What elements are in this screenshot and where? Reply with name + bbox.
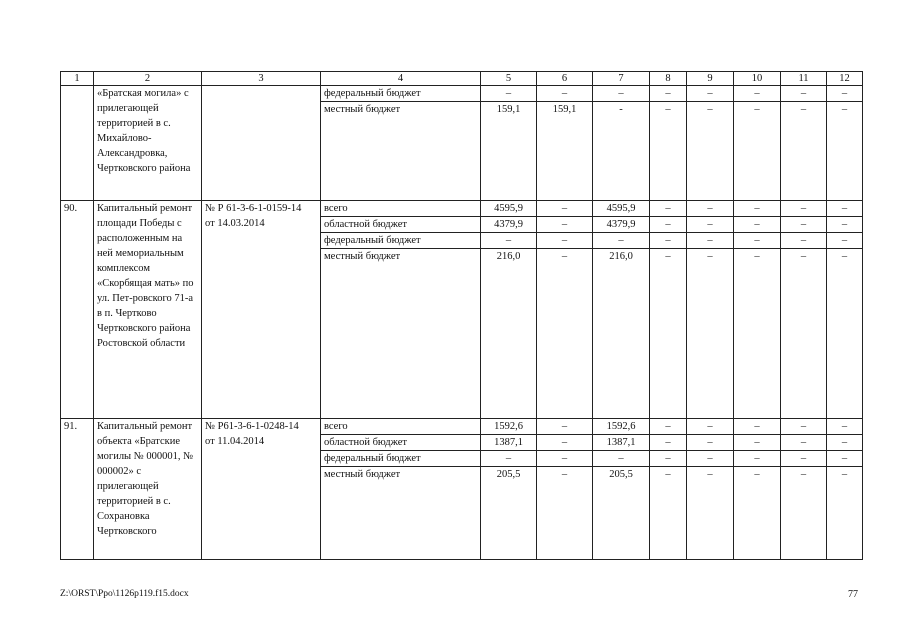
value-cell: – xyxy=(781,217,827,233)
value-cell: 216,0 xyxy=(481,249,537,419)
value-cell: 216,0 xyxy=(593,249,650,419)
value-cell: – xyxy=(481,233,537,249)
value-cell: – xyxy=(650,233,687,249)
value-cell: – xyxy=(481,451,537,467)
cont-object-name: «Братская могила» с прилегающей территорией в с. Михайлово-Александровка, Чертковского района xyxy=(94,86,202,201)
value-cell: 205,5 xyxy=(593,467,650,560)
value-cell: – xyxy=(734,249,781,419)
value-cell: – xyxy=(781,467,827,560)
cont-number xyxy=(61,86,94,201)
value-cell: 1592,6 xyxy=(593,419,650,435)
value-cell: – xyxy=(537,249,593,419)
value-cell: – xyxy=(537,217,593,233)
value-cell: 4379,9 xyxy=(481,217,537,233)
column-header: 2 xyxy=(94,72,202,86)
header-row xyxy=(61,72,863,86)
value-cell: – xyxy=(537,201,593,217)
value-cell: – xyxy=(734,217,781,233)
funding-source: местный бюджет xyxy=(321,102,481,201)
value-cell: – xyxy=(827,201,863,217)
value-cell: – xyxy=(827,102,863,201)
value-cell: – xyxy=(781,201,827,217)
item91-row xyxy=(61,419,863,435)
value-cell: – xyxy=(687,467,734,560)
value-cell: – xyxy=(481,86,537,102)
value-cell: – xyxy=(687,435,734,451)
value-cell: – xyxy=(827,451,863,467)
page-number: 77 xyxy=(848,589,858,600)
budget-table xyxy=(60,71,863,560)
column-header: 8 xyxy=(650,72,687,86)
item90-object-name: Капитальный ремонт площади Победы с расположенным на ней мемориальным комплексом «Скорбящая мать» по ул. Пет-ровского 71-а в п. Чертково Чертковского района Ростовской области xyxy=(94,201,202,419)
column-header: 11 xyxy=(781,72,827,86)
value-cell: 4595,9 xyxy=(481,201,537,217)
value-cell: 1387,1 xyxy=(481,435,537,451)
value-cell: – xyxy=(734,102,781,201)
column-header: 1 xyxy=(61,72,94,86)
value-cell: – xyxy=(687,233,734,249)
value-cell: – xyxy=(687,419,734,435)
value-cell: – xyxy=(734,467,781,560)
file-path: Z:\ORST\Ppo\1126p119.f15.docx xyxy=(60,589,189,599)
value-cell: – xyxy=(734,201,781,217)
value-cell: – xyxy=(734,233,781,249)
value-cell: – xyxy=(781,435,827,451)
value-cell: – xyxy=(687,201,734,217)
value-cell: – xyxy=(781,86,827,102)
value-cell: – xyxy=(827,86,863,102)
item90-document: № Р 61-3-6-1-0159-14 от 14.03.2014 xyxy=(202,201,321,419)
item90-row xyxy=(61,201,863,217)
funding-source: областной бюджет xyxy=(321,217,481,233)
value-cell: – xyxy=(537,233,593,249)
funding-source: федеральный бюджет xyxy=(321,233,481,249)
column-header: 9 xyxy=(687,72,734,86)
value-cell: – xyxy=(650,201,687,217)
value-cell: – xyxy=(781,419,827,435)
value-cell: – xyxy=(537,86,593,102)
cont-document xyxy=(202,86,321,201)
funding-source: областной бюджет xyxy=(321,435,481,451)
value-cell: 1387,1 xyxy=(593,435,650,451)
column-header: 6 xyxy=(537,72,593,86)
cont-row xyxy=(61,86,863,102)
value-cell: – xyxy=(687,86,734,102)
value-cell: – xyxy=(650,419,687,435)
value-cell: – xyxy=(537,435,593,451)
value-cell: – xyxy=(734,435,781,451)
value-cell: - xyxy=(593,102,650,201)
value-cell: – xyxy=(650,217,687,233)
funding-source: местный бюджет xyxy=(321,249,481,419)
value-cell: – xyxy=(650,435,687,451)
value-cell: – xyxy=(781,102,827,201)
item90-number: 90. xyxy=(61,201,94,419)
column-header: 3 xyxy=(202,72,321,86)
value-cell: 4595,9 xyxy=(593,201,650,217)
value-cell: – xyxy=(537,419,593,435)
value-cell: – xyxy=(781,249,827,419)
column-header: 10 xyxy=(734,72,781,86)
value-cell: – xyxy=(537,467,593,560)
funding-source: всего xyxy=(321,201,481,217)
value-cell: – xyxy=(781,233,827,249)
value-cell: – xyxy=(650,86,687,102)
column-header: 7 xyxy=(593,72,650,86)
value-cell: 205,5 xyxy=(481,467,537,560)
column-header: 12 xyxy=(827,72,863,86)
value-cell: 159,1 xyxy=(481,102,537,201)
value-cell: – xyxy=(593,451,650,467)
funding-source: федеральный бюджет xyxy=(321,451,481,467)
value-cell: – xyxy=(734,86,781,102)
value-cell: – xyxy=(827,233,863,249)
item91-object-name: Капитальный ремонт объекта «Братские могилы № 000001, № 000002» с прилегающей территорией в с. Сохрановка Чертковского xyxy=(94,419,202,560)
value-cell: – xyxy=(687,102,734,201)
value-cell: – xyxy=(734,451,781,467)
value-cell: 4379,9 xyxy=(593,217,650,233)
column-header: 4 xyxy=(321,72,481,86)
item91-number: 91. xyxy=(61,419,94,560)
value-cell: – xyxy=(827,249,863,419)
value-cell: – xyxy=(781,451,827,467)
column-header: 5 xyxy=(481,72,537,86)
value-cell: – xyxy=(593,233,650,249)
funding-source: местный бюджет xyxy=(321,467,481,560)
value-cell: – xyxy=(827,435,863,451)
value-cell: – xyxy=(650,451,687,467)
value-cell: – xyxy=(827,467,863,560)
value-cell: – xyxy=(827,217,863,233)
value-cell: – xyxy=(650,467,687,560)
value-cell: – xyxy=(537,451,593,467)
funding-source: всего xyxy=(321,419,481,435)
value-cell: – xyxy=(734,419,781,435)
value-cell: 159,1 xyxy=(537,102,593,201)
value-cell: – xyxy=(593,86,650,102)
funding-source: федеральный бюджет xyxy=(321,86,481,102)
item91-document: № Р61-3-6-1-0248-14 от 11.04.2014 xyxy=(202,419,321,560)
value-cell: – xyxy=(827,419,863,435)
value-cell: – xyxy=(687,451,734,467)
value-cell: – xyxy=(687,217,734,233)
value-cell: – xyxy=(650,102,687,201)
value-cell: 1592,6 xyxy=(481,419,537,435)
value-cell: – xyxy=(650,249,687,419)
value-cell: – xyxy=(687,249,734,419)
